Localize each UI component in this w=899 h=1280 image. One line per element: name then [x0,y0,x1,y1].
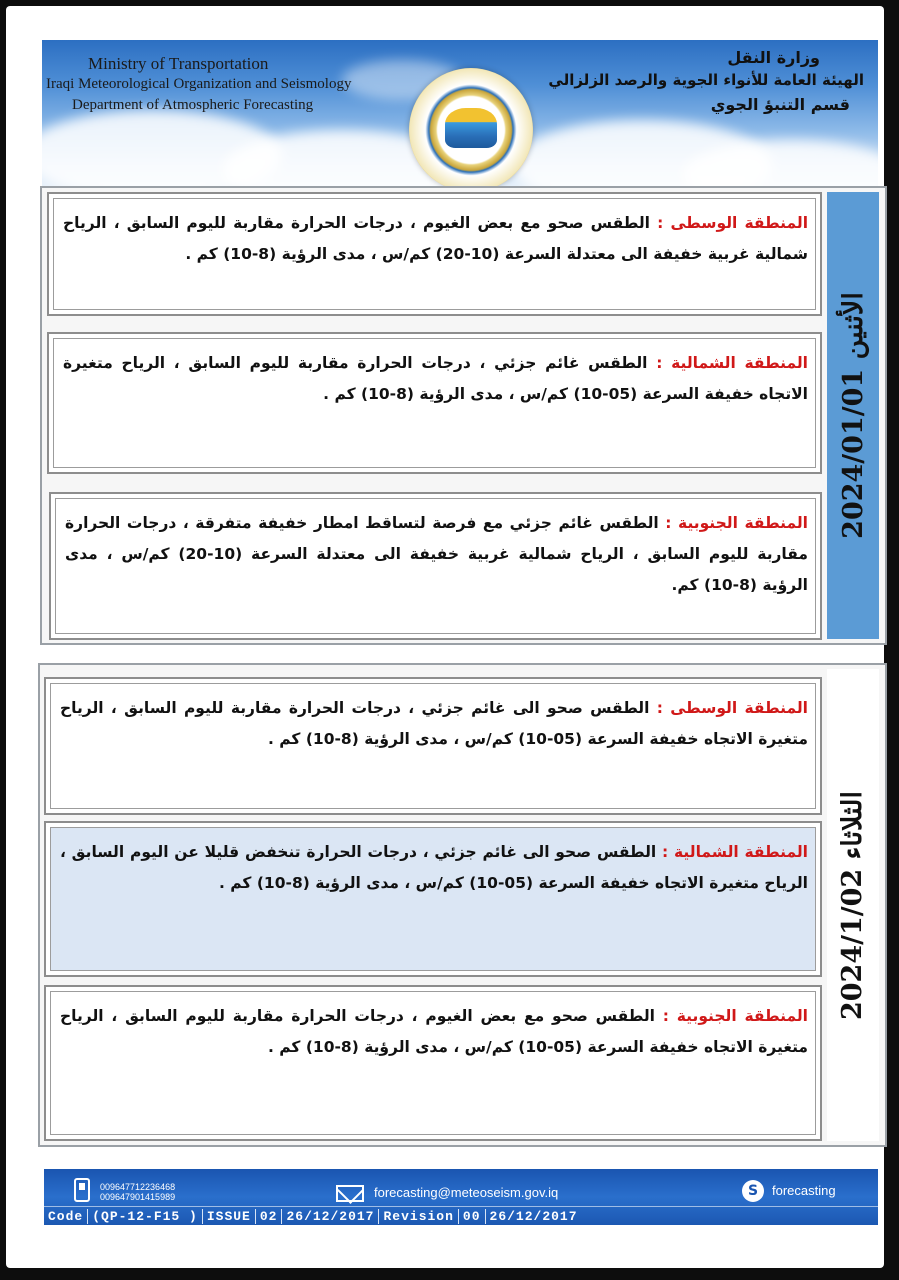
region-name: المنطقة الوسطى : [657,214,809,232]
phone-number-2: 009647901415989 [100,1192,176,1202]
logo-emblem-icon [445,108,497,148]
header-english [46,54,352,114]
day-label-bar-1 [827,192,879,639]
document-control-bar [44,1206,878,1225]
phone-numbers [100,1182,175,1202]
forecast-region-south-day2 [44,985,822,1141]
organization-logo [409,68,533,190]
issue-label: ISSUE [203,1209,256,1224]
letterhead-banner [42,40,878,190]
contact-email: forecasting@meteoseism.gov.iq [374,1185,559,1200]
region-forecast-text: الطقس غائم جزئي مع فرصة لتساقط امطار خفيفة متفرقة ، درجات الحرارة مقاربة لليوم السابق ، الرياح شمالية غربية خفيفة الى معتدلة السرعة (10-20) كم/س ، مدى الرؤية (8-10) كم. [65,514,809,594]
forecast-region-central-day2 [44,677,822,815]
region-name: المنطقة الجنوبية : [665,514,808,532]
phone-icon [74,1178,90,1202]
document-page [6,6,884,1268]
revision-date: 26/12/2017 [489,1208,578,1224]
region-name: المنطقة الشمالية : [662,843,808,861]
code-value: (QP-12-F15 ) [88,1209,203,1224]
ministry-name-en: Ministry of Transportation [88,54,269,73]
issue-value: 02 [256,1209,283,1224]
revision-value: 00 [459,1209,486,1224]
department-name-en: Department of Atmospheric Forecasting [72,97,314,113]
phone-number-1: 009647712236468 [100,1182,176,1192]
document-footer [44,1169,878,1225]
forecast-region-south-day1 [49,492,822,640]
issue-date: 26/12/2017 [282,1209,379,1224]
region-forecast-text: الطقس صحو مع بعض الغيوم ، درجات الحرارة مقاربة لليوم السابق ، الرياح متغيرة الاتجاه خفيفة السرعة (05-10) كم/س ، مدى الرؤية (8-10) كم . [60,1007,808,1056]
department-name-ar: قسم التنبؤ الجوي [710,95,850,114]
day-label-1: الأثنين 2024/01/01 [837,292,869,539]
organization-name-ar: الهيئة العامة للأنواء الجوية والرصد الزلزالي [548,71,864,89]
day-section-2 [38,663,887,1147]
region-name: المنطقة الشمالية : [656,354,808,372]
code-label: Code [44,1209,88,1224]
skype-icon: S [742,1180,764,1202]
forecast-region-north-day1 [47,332,822,474]
revision-label: Revision [379,1209,458,1224]
forecast-region-central-day1 [47,192,822,316]
organization-name-en: Iraqi Meteorological Organization and Seismology [46,76,352,92]
ministry-name-ar: وزارة النقل [727,48,820,67]
region-forecast-text: الطقس صحو الى غائم جزئي ، درجات الحرارة تنخفض قليلا عن اليوم السابق ، الرياح متغيرة الاتجاه خفيفة السرعة (05-10) كم/س ، مدى الرؤية (8-10) كم . [60,843,808,892]
forecast-region-north-day2 [44,821,822,977]
day-section-1 [40,186,887,645]
header-arabic [548,48,864,114]
region-name: المنطقة الوسطى : [656,699,809,717]
mail-icon [336,1185,364,1202]
region-name: المنطقة الجنوبية : [662,1007,808,1025]
day-label-bar-2 [827,669,879,1141]
day-label-2: الثلاثاء 2024/1/02 [837,790,869,1020]
region-forecast-text: الطقس غائم جزئي ، درجات الحرارة مقاربة لليوم السابق ، الرياح متغيرة الاتجاه خفيفة السرعة (05-10) كم/س ، مدى الرؤية (8-10) كم . [63,354,808,403]
region-forecast-text: الطقس صحو الى غائم جزئي ، درجات الحرارة مقاربة لليوم السابق ، الرياح متغيرة الاتجاه خفيفة السرعة (05-10) كم/س ، مدى الرؤية (8-10) كم . [60,699,808,748]
skype-handle: forecasting [772,1183,836,1198]
region-forecast-text: الطقس صحو مع بعض الغيوم ، درجات الحرارة مقاربة لليوم السابق ، الرياح شمالية غربية خفيفة الى معتدلة السرعة (10-20) كم/س ، مدى الرؤية (8-10) كم . [63,214,808,263]
